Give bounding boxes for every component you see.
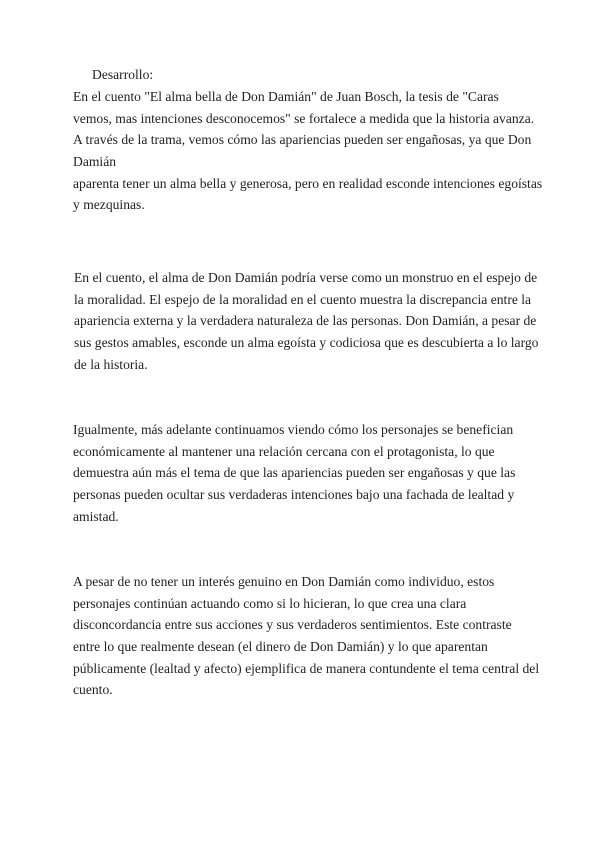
text-line: Igualmente, más adelante continuamos viendo cómo los personajes se benefician <box>73 422 514 437</box>
text-line: personas pueden ocultar sus verdaderas intenciones bajo una fachada de lealtad y <box>73 487 515 503</box>
text-line: demuestra aún más el tema de que las apariencias pueden ser engañosas y que las <box>73 465 516 481</box>
text-line: En el cuento "El alma bella de Don Damián" de Juan Bosch, la tesis de "Caras <box>73 89 499 104</box>
text-line: y mezquinas. <box>73 197 145 213</box>
text-line: sus gestos amables, esconde un alma egoísta y codiciosa que es descubierta a lo largo <box>74 335 539 351</box>
text-line: aparenta tener un alma bella y generosa, pero en realidad esconde intenciones egoístas <box>73 175 543 191</box>
text-line: personajes continúan actuando como si lo hicieran, lo que crea una clara <box>73 595 467 611</box>
text-line: Damián <box>73 154 117 170</box>
text-line: A través de la trama, vemos cómo las apariencias pueden ser engañosas, ya que Don <box>73 132 532 148</box>
text-line: entre lo que realmente desean (el dinero de Don Damián) y lo que aparentan <box>73 639 488 655</box>
paragraph-2 <box>74 267 538 375</box>
paragraph-4 <box>73 571 539 701</box>
text-line: apariencia externa y la verdadera naturaleza de las personas. Don Damián, a pesar de <box>74 313 537 329</box>
paragraph-1 <box>73 86 542 216</box>
text-line: A pesar de no tener un interés genuino en Don Damián como individuo, estos <box>73 574 495 589</box>
text-line: públicamente (lealtad y afecto) ejemplifica de manera contundente el tema central del <box>73 660 540 676</box>
text-line: de la historia. <box>74 356 148 372</box>
text-line: cuento. <box>73 682 113 698</box>
text-line: vemos, mas intenciones desconocemos" se fortalece a medida que la historia avanza. <box>73 110 535 126</box>
text-line: amistad. <box>73 508 119 524</box>
section-heading: Desarrollo: <box>92 67 154 82</box>
text-line: En el cuento, el alma de Don Damián podría verse como un monstruo en el espejo de <box>74 270 538 285</box>
text-line: disconcordancia entre sus acciones y sus verdaderos sentimientos. Este contraste <box>73 617 512 633</box>
paragraph-3 <box>73 419 515 527</box>
text-line: económicamente al mantener una relación cercana con el protagonista, lo que <box>73 443 495 459</box>
text-line: la moralidad. El espejo de la moralidad en el cuento muestra la discrepancia entre la <box>74 291 532 307</box>
